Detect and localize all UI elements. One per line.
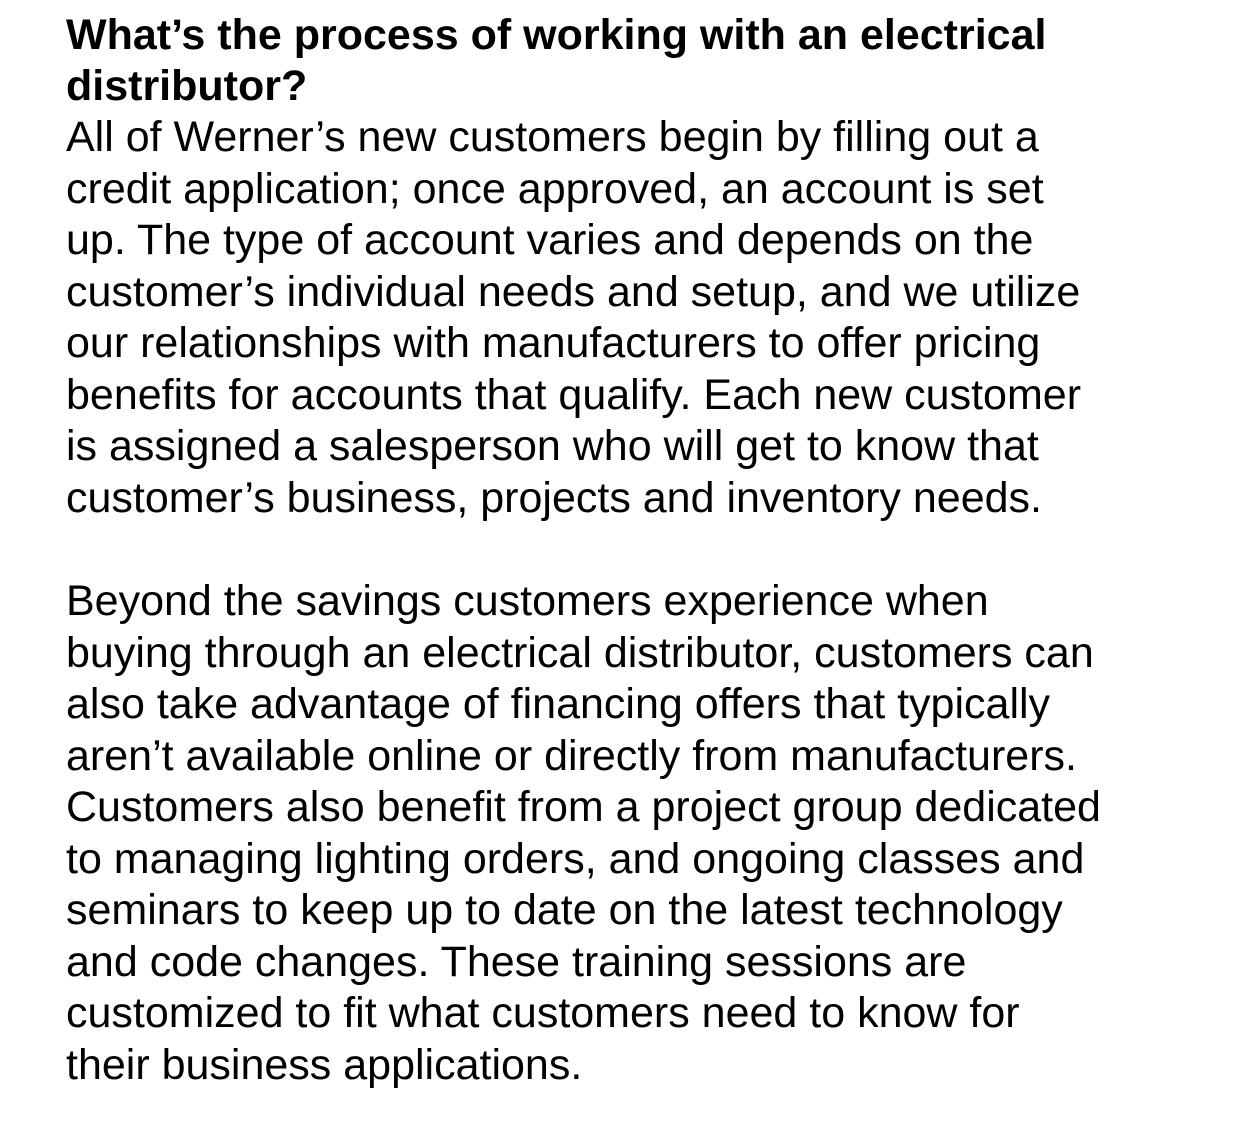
paragraph-line: customized to fit what customers need to know for [66,989,1020,1037]
paragraph-spacer [66,524,1216,576]
paragraph-line: also take advantage of financing offers that typically [66,680,1051,728]
heading-line: What’s the process of working with an electrical [66,11,1047,59]
paragraph-line: customer’s individual needs and setup, and we utilize [66,267,1081,316]
paragraph-line: and code changes. These training sessions are [66,937,967,986]
question-heading [66,10,1216,112]
heading-line: distributor? [66,62,308,110]
paragraph-line: Customers also benefit from a project group dedicated [66,783,1101,831]
paragraph-line: aren’t available online or directly from manufacturers. [66,731,1077,780]
answer-paragraph-2 [66,576,1216,1091]
paragraph-line: All of Werner’s new customers begin by filling out a [66,113,1039,161]
paragraph-line: buying through an electrical distributor, customers can [66,628,1094,677]
paragraph-line: is assigned a salesperson who will get to know that [66,422,1039,470]
document-page [66,10,1216,1091]
paragraph-line: customer’s business, projects and inventory needs. [66,473,1042,522]
paragraph-line: credit application; once approved, an account is set [66,164,1044,213]
paragraph-line: their business applications. [66,1040,583,1089]
paragraph-line: benefits for accounts that qualify. Each new customer [66,370,1082,419]
paragraph-line: seminars to keep up to date on the latest technology [66,886,1063,934]
paragraph-line: Beyond the savings customers experience when [66,577,989,625]
paragraph-line: to managing lighting orders, and ongoing classes and [66,834,1085,883]
paragraph-line: our relationships with manufacturers to offer pricing [66,319,1041,367]
paragraph-line: up. The type of account varies and depends on the [66,216,1034,264]
answer-paragraph-1 [66,112,1216,524]
